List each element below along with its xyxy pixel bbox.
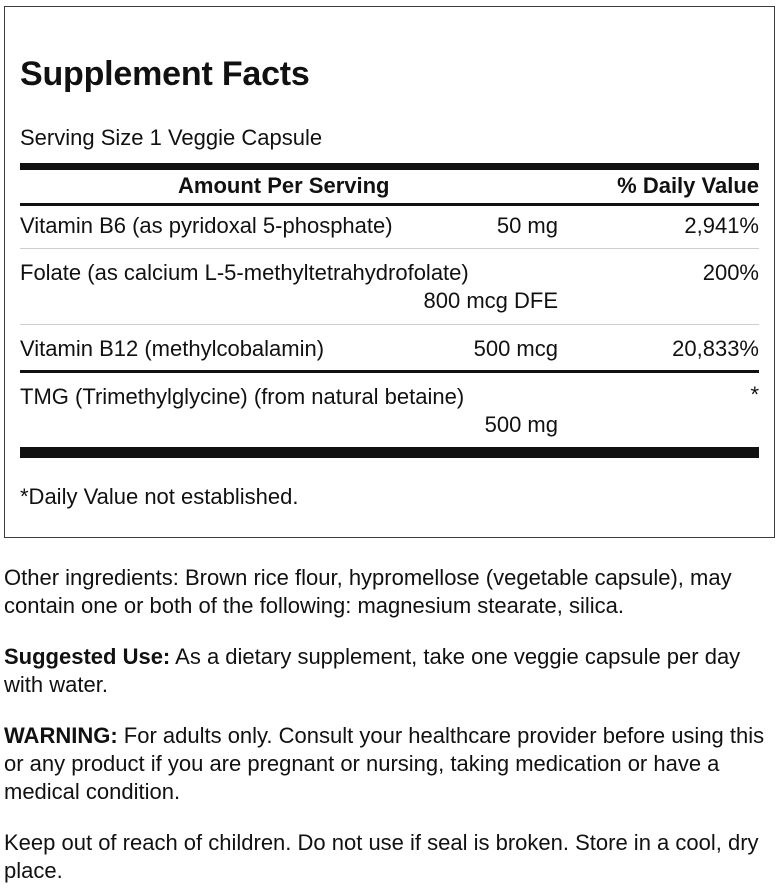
nutrient-amount: 800 mcg DFE: [423, 288, 558, 313]
nutrient-amount: 500 mcg: [473, 336, 558, 361]
nutrient-daily-value: 200%: [702, 260, 759, 285]
nutrient-daily-value: 2,941%: [684, 213, 759, 238]
nutrient-amount: 50 mg: [496, 213, 558, 238]
storage-instructions: Keep out of reach of children. Do not use if seal is broken. Store in a cool, dry place.: [4, 830, 759, 883]
serving-size: Serving Size 1 Veggie Capsule: [20, 125, 323, 150]
suggested-use: [4, 643, 774, 699]
warning-label: WARNING:: [4, 723, 118, 748]
footnote: *Daily Value not established.: [20, 484, 299, 509]
other-ingredients: Other ingredients: Brown rice flour, hypromellose (vegetable capsule), may contain one or both of the following: magnesium stearate, silica.: [4, 565, 732, 618]
section-divider: [20, 370, 759, 373]
nutrient-amount: 500 mg: [484, 412, 558, 437]
header-daily-value: % Daily Value: [617, 173, 759, 198]
nutrient-name: Vitamin B6 (as pyridoxal 5-phosphate): [20, 213, 393, 238]
nutrient-name: Vitamin B12 (methylcobalamin): [20, 336, 325, 361]
header-amount-per-serving: Amount Per Serving: [178, 173, 390, 198]
thick-divider: [20, 163, 759, 170]
nutrient-daily-value: 20,833%: [672, 336, 759, 361]
suggested-use-text: As a dietary supplement, take one veggie capsule per day with water.: [4, 644, 741, 697]
warning: [4, 722, 774, 806]
row-divider: [20, 324, 759, 325]
warning-text: For adults only. Consult your healthcare provider before using this or any product if you are pregnant or nursing, taking medication or have a medical condition.: [4, 723, 765, 804]
supplement-facts-panel: [4, 6, 775, 538]
header-divider: [20, 203, 759, 206]
nutrient-name: TMG (Trimethylglycine) (from natural betaine): [20, 384, 465, 409]
row-divider: [20, 248, 759, 249]
suggested-use-label: Suggested Use:: [4, 644, 171, 669]
footer-thick-divider: [20, 447, 759, 458]
nutrient-daily-value: *: [750, 382, 759, 407]
nutrient-name: Folate (as calcium L-5-methyltetrahydrofolate): [20, 260, 469, 285]
panel-title: Supplement Facts: [20, 55, 310, 93]
